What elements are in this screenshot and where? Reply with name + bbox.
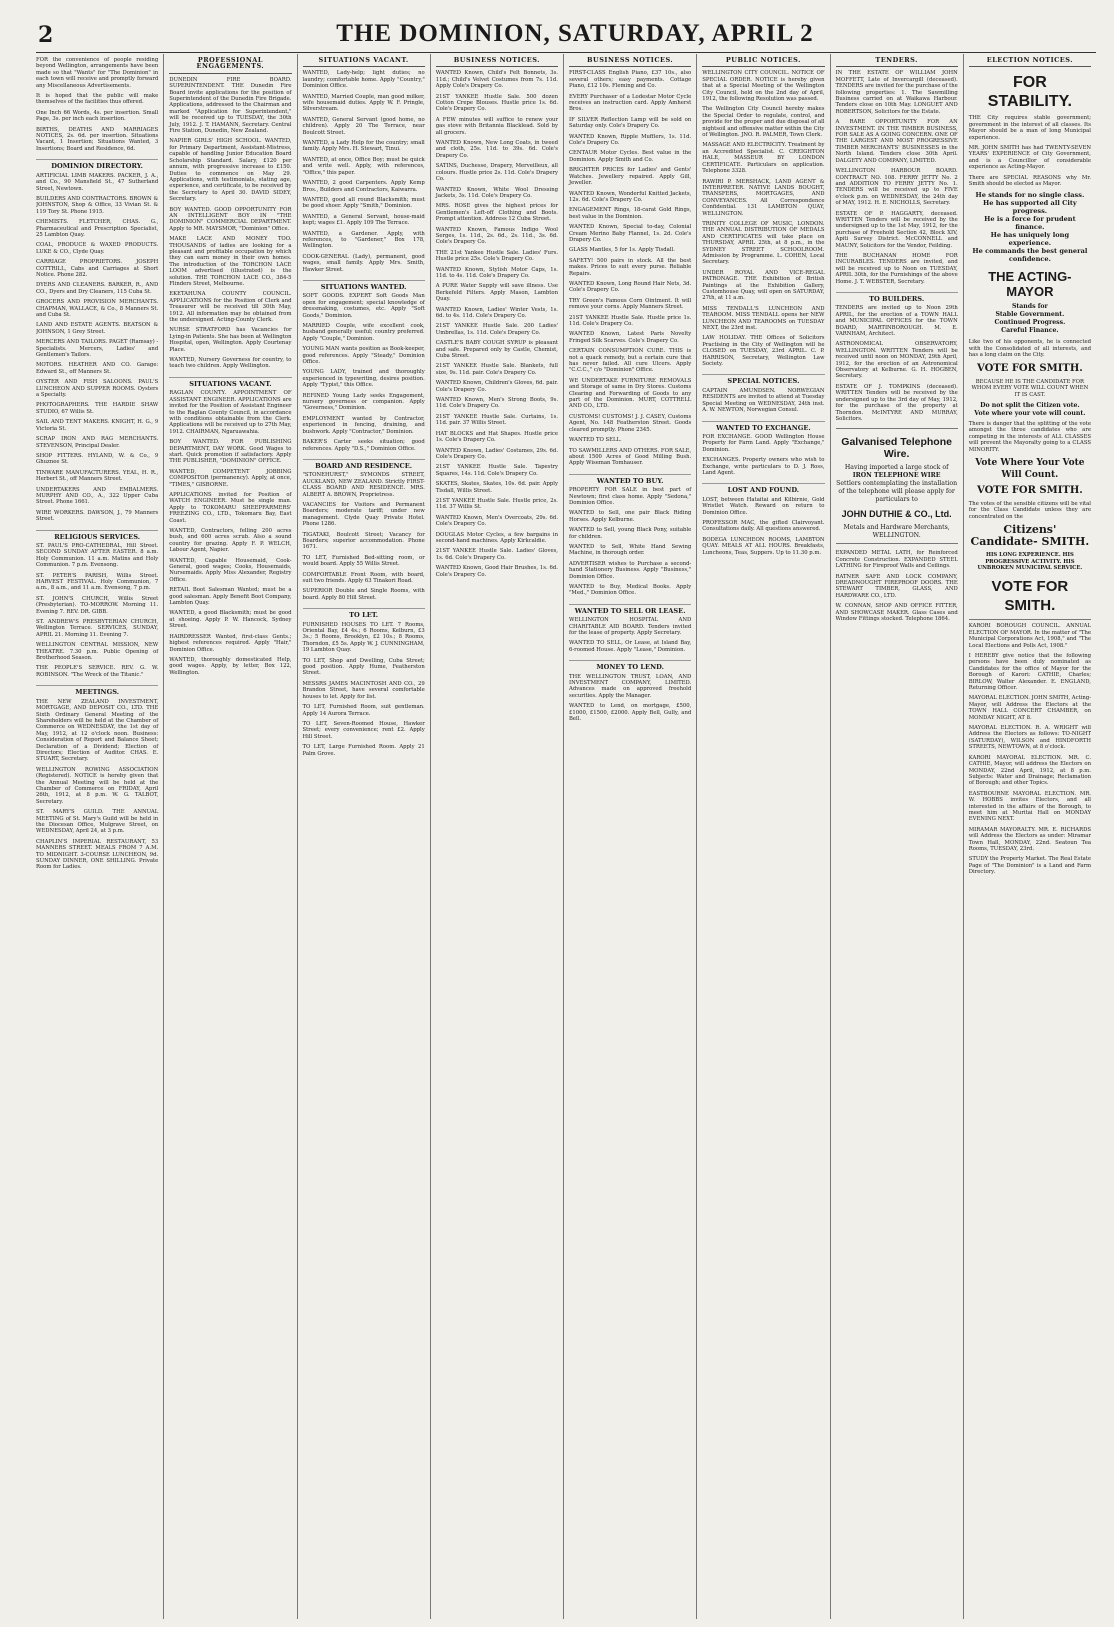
notice-item: MOTORS. HEATHER AND CO. Garage: Edward St., off Manners St. [36,362,159,375]
notice-item: WANTED, good all round Blacksmith; must be good shoer. Apply "Smith," Dominion. [302,196,425,210]
notice-item: TO LET, Seven-Roomed House, Hawker Street; every convenience; rent £2. Apply Hill Street. [302,720,425,740]
ad-line: Having imported a large stock of [844,464,949,472]
notice-item: OYSTER AND FISH SALOONS. PAUL'S LUNCHEON AND SUPPER ROOMS. Oysters a Specialty. [36,379,159,399]
notice-item: EVERY Purchaser of a Lodestar Motor Cycle receives an instruction card. Apply Amherst Bros. [569,93,692,113]
ad-paragraph: THE City requires stable government; government in the interest of all classes. Its Mayor should be a man of long Municipal experience. [968,115,1091,141]
notice-item: WANTED Known, Ladies' Winter Vests, 1s. 6d. to 4s. 11d. Cole's Drapery Co. [435,306,558,319]
section-title: SPECIAL NOTICES. [702,374,824,384]
notice-item: THE BUCHANAN HOME FOR INCURABLES. TENDERS are invited, and will be received up to Noon on TUESDAY, APRIL 30th, for the Furnishings of the above Home. J. T. WEBSTER, Secretary. [835,252,958,285]
election-list [969,619,1091,875]
notice-item: WANTED Known, New Long Coats, in tweed and cloth, 25s. 11d. to 39s. 6d. Cole's Drapery Co. [435,140,558,159]
notice-item: UNDERTAKERS AND EMBALMERS. MURPHY AND CO., A., 322 Upper Cuba Street. Phone 1661. [36,486,159,506]
notice-item: EASTBOURNE MAYORAL ELECTION. MR. W. HOBBS invites Electors, and all interested in the affairs of the Borough, to meet him at Muritai Hall on MONDAY EVENING NEXT. [968,790,1091,823]
notice-item: WANTED TO SELL, Or Lease, at Island Bay, 6-roomed House. Apply "Lease," Dominion. [569,640,692,653]
column-heading: BUSINESS NOTICES. [569,57,691,67]
ad-line: He commands the best general confidence. [972,247,1088,264]
notice-item: TO LET, Large Furnished Room. Apply 21 Palm Grove. [302,744,425,757]
ad-line: IRON TELEPHONE WIRE [852,472,941,480]
notice-item: THE NEW ZEALAND INVESTMENT, MORTGAGE, AND DEPOSIT CO., LTD. THE Sixth Ordinary General Meeting of the Shareholders will be held at the Chamber of Commerce on WEDNESDAY, the 1st day of May, 1912, at 12 o'clock noon. Business: Consideration of Report and Balance Sheet; Declaration of a Dividend; Election of Directors; Election of Auditor. CHAS. E. STUART, Secretary. [36,698,159,763]
notice-item: FIRST-CLASS English Piano, £37 10s., also several others; easy payments. Cottage Piano, £12 10s. Fleming and Co. [569,70,692,90]
notice-item: GROCERS AND PROVISION MERCHANTS. CHAPMAN, WALLACE, & Co., 8 Manners St. and Cuba St. [36,299,159,318]
ad-paragraph: HIS LONG EXPERIENCE. HIS PROGRESSIVE ACTIVITY. HIS UNBROKEN MUNICIPAL SERVICE. [977,552,1083,571]
notice-item: I HEREBY give notice that the following persons have been duly nominated as Candidates for the office of Mayor for the Borough of Karori: CATHIE, Charles; BIRLOW, Walter Alexander. E. ENGLAND, Returning Officer. [968,653,1091,692]
sell-lease-list [569,617,691,653]
notice-item: NURSE STRATFORD has Vacancies for Lying-in Patients. She has been at Wellington Hospital, open, Wellington. Apply Courtenay Place. [169,327,292,353]
column-2 [163,54,296,1619]
notice-item: SUPERIOR Double and Single Rooms, with board. Apply 80 Hill Street. [302,588,425,601]
section-title: MONEY TO LEND. [569,660,691,670]
notice-item: UNDER ROYAL AND VICE-REGAL PATRONAGE. THE Exhibition of British Paintings at the Exhibition Gallery, Customhouse Quay, will open on SATURDAY, 27th, at 11 a.m. [702,269,825,302]
notice-item: IF SILVER Reflection Lamp will be sold on Saturday only. Cole's Drapery Co. [569,116,692,130]
notice-list [36,57,158,152]
notice-item: TIGATAKI, Boulcott Street; Vacancy for Boarders; superior accommodation. Phone 1671. [302,531,425,551]
notice-item: W. CONNAN, SHOP AND OFFICE FITTER, AND SHOWCASE MAKER. Glass Cases and Window Fittings stocked. Telephone 1864. [835,603,958,622]
newspaper-title: THE DOMINION, SATURDAY, APRIL 2 [336,20,814,47]
masthead [0,0,1114,46]
notice-item: WANTED Known, Child's Felt Bonnets, 3s. 11d.; Child's Velvet Costumes from 7s. 11d. Apply Cole's Drapery Co. [435,70,558,90]
to-let-list [303,622,425,757]
notice-item: ST. PAUL'S PRO-CATHEDRAL, Hill Street. SECOND SUNDAY AFTER EASTER. 8 a.m. Holy Communion. 11 a.m. Matins and Holy Communion. 7 p.m. Evensong. [36,542,159,569]
notice-item: KARORI BOROUGH COUNCIL. ANNUAL ELECTION OF MAYOR. In the matter of "The Municipal Corporations Act, 1908," and "The Local Elections and Polls Act, 1908." [968,623,1091,649]
religious-list [36,543,158,678]
notice-item: 21ST YANKEE Hustle Sale. Tapestry Squares, 14s. 11d. Cole's Drapery Co. [435,464,558,477]
notice-item: FURNISHED HOUSES TO LET. 7 Rooms, Oriental Bay, £4 4s.; 6 Rooms, Kelburn, £3 3s.; 5 Rooms, Brooklyn, £2 10s.; 8 Rooms, Thorndon, £5 5s. Apply W. J. CUNNINGHAM, 19 Lambton Quay. [302,621,425,654]
ad-paragraph: BECAUSE HE IS THE CANDIDATE FOR WHOM EVERY VOTE WILL COUNT WHEN IT IS CAST. [971,378,1089,398]
ad-line: Settlers contemplating the installation of the telephone will please apply for particulars to [836,480,958,504]
notice-item: EMPLOYMENT wanted by Contractor, experienced in fencing, draining, and bushwork. Apply "Contractor," Dominion. [302,415,425,435]
notice-item: CAPTAIN AMUNDSEN. NORWEGIAN RESIDENTS are invited to attend at Tuesday Special Meeting on WEDNESDAY, 24th inst. A. W. NEWTON, Norwegian Consul. [702,387,825,414]
notice-item: WANTED, a Gardener. Apply, with references, to "Gardener," Box 178, Wellington. [302,230,425,250]
notice-item: DUNEDIN FIRE BOARD. SUPERINTENDENT. THE Dunedin Fire Board invite applications for the position of Superintendent of the Dunedin Fire Brigade. Applications, addressed to the Chairman and marked "Application for Superintendent," will be received up to TUESDAY, the 30th July, 1912. J. T. HAMANN, Secretary. Central Fire Station, Dunedin, New Zealand. [169,76,292,135]
notice-item: WANTED Known, Latest Paris Novelty Fringed Silk Scarves. Cole's Drapery Co. [569,331,692,344]
ad-line: He is a force for prudent finance. [984,215,1076,232]
notice-item: WANTED, Capable Housemaid, Cook-General, good wages; Cooks, Housemaids, Nursemaids. Apply Miss Alexander, Registry Office. [169,557,292,583]
notice-item: TINWARE MANUFACTURERS. YEAL, H. R., Herbert St., off Manners Street. [36,469,159,483]
section-title: WANTED TO SELL OR LEASE. [569,604,691,614]
business-list [569,70,691,466]
notice-item: ENGAGEMENT Rings, 18-carat Gold Rings, best value in the Dominion. [569,207,692,220]
notice-item: APPLICATIONS invited for Position of WATCH ENGINEER. Must be single man. Apply to TOKOMARU SHEEPFARMERS' FREEZING CO., LTD., Tokomaru Bay, East Coast. [169,491,292,524]
section-title: MEETINGS. [36,685,158,695]
notice-item: FOR EXCHANGE. GOOD Wellington House Property for Farm Land. Apply "Exchange," Dominion. [702,433,825,453]
column-heading: PROFESSIONAL ENGAGEMENTS. [169,57,291,74]
situations-wanted-list [303,293,425,452]
section-title: RELIGIOUS SERVICES. [36,530,158,540]
column-3 [297,54,430,1619]
ad-vote: Vote Where Your Vote Will Count. [975,457,1085,480]
section-title: SITUATIONS VACANT. [169,377,291,387]
notice-item: ESTATE OF J. TOMPKINS (deceased). WRITTEN Tenders will be received by the undersigned up to the 3rd day of May, 1912, for the purchase of the property at Thorndon. McINTYRE AND MURRAY, Solicitors. [835,383,958,422]
engagements-list [169,77,291,370]
meetings-list [36,699,158,871]
notice-item: TO SAWMILLERS AND OTHERS. FOR SALE, about 1500 Acres of Good Milling Bush. Apply Wiseman Tomhauser. [569,447,692,467]
special-notices-list [702,388,824,414]
notice-item: SOFT GOODS. EXPERT Soft Goods Man open for engagement; special knowledge of dressmaking, costumes, etc. Apply "Soft Goods," Dominion. [302,293,425,319]
notice-item: RAGLAN COUNTY. APPOINTMENT OF ASSISTANT ENGINEER. APPLICATIONS are invited for the Position of Assistant Engineer to the Raglan County Council, in accordance with conditions obtainable from the Clerk. Applications will be received up to 27th May, 1912. CHAIRMAN, Ngaruawahia. [169,390,292,435]
notice-item: LOST, between Hataitai and Kilbirnie, Gold Wristlet Watch. Reward on return to Dominion Office. [702,496,825,516]
money-list [569,674,691,723]
notice-item: WANTED to Sell, White Hand Sewing Machine, in thorough order. [569,543,692,557]
notice-item: CERTAIN CONSUMPTION CURE. THIS is not a quack remedy, but a certain cure that has never failed. All cure Ulcers. Apply "C.C.C.," c/o "Dominion" Office. [569,348,692,374]
section-title: WANTED TO EXCHANGE. [702,421,824,431]
column-8 [963,54,1096,1619]
notice-item: VACANCIES for Visitors and Permanent Boarders; moderate tariff; under new management. Clyde Quay Private Hotel. Phone 1286. [302,501,425,528]
column-heading: PUBLIC NOTICES. [702,57,824,67]
notice-item: WIRE WORKERS. DAWSON, J., 79 Manners Street. [36,509,159,523]
notice-item: WANTED to Buy, Medical Books. Apply "Med.," Dominion Office. [569,584,692,597]
notice-item: HAT BLOCKS and Hat Shapes. Hustle price 1s. Cole's Drapery Co. [435,430,558,444]
notice-item: A PURE Water Supply will save illness. Use Berkefeld Filters. Apply Mason, Lambton Quay. [435,283,558,303]
notice-item: BODEGA LUNCHEON ROOMS, LAMBTON QUAY. MEALS AT ALL HOURS. Breakfasts, Luncheons, Teas, Suppers. Up to 11.30 p.m. [702,536,825,556]
notice-item: BUILDERS AND CONTRACTORS. BROWN & JOHNSTON, Shop & Office, 33 Vivian St. & 119 Tory St. Phone 1915. [36,195,159,215]
notice-item: WELLINGTON ROWING ASSOCIATION (Registered). NOTICE is hereby given that the Annual Meeting will be held at the Chamber of Commerce on FRIDAY, April 26th, 1912, at 8 p.m. W. G. TALBOT, Secretary. [36,766,159,805]
telephone-wire-ad [836,428,958,544]
ad-vote: VOTE FOR SMITH. [976,484,1083,496]
notice-item: The Wellington City Council hereby makes the Special Order to regulate, control, and provide for the proper and due disposal of all nightsoil and offensive matter within the City of Wellington. JNO. R. PALMER, Town Clerk. [702,106,825,139]
ad-line: Careful Finance. [1001,327,1059,335]
section-title: WANTED TO BUY. [569,474,691,484]
ad-paragraph: MR. JOHN SMITH has had TWENTY-SEVEN YEARS' EXPERIENCE of City Government, and is a Councillor of considerable experience as Acting-Mayor. [968,145,1091,171]
wanted-buy-list [569,487,691,597]
notice-item: IN THE ESTATE OF WILLIAM JOHN MOFFETT, Late of Invercargill (deceased). TENDERS are invited for the purchase of the following properties: 1. The Sawmilling Business carried on at Waikawa Harbour. Tenders close on 10th May. LONGUET AND ROBERTSON, Solicitors for the Estate. [835,70,958,115]
notice-item: WANTED Known, Good Hair Brushes, 1s. 6d. Cole's Drapery Co. [435,565,558,578]
notice-item: ST. PETER'S PARISH, Willis Street. HARVEST FESTIVAL. Holy Communion, 7 a.m., 8 a.m., and 11 a.m. Evensong, 7 p.m. [36,572,159,592]
notice-item: 21ST YANKEE Hustle Sale. 500 dozen Cotton Crepe Blouses. Hustle price 1s. 6d. Cole's Drapery Co. [435,93,558,113]
notice-item: MRS. ROSE gives the highest prices for Gentlemen's Left-off Clothing and Boots. Prompt attention. Address 12 Cuba Street. [435,203,558,223]
section-title: LOST AND FOUND. [702,483,824,493]
notice-item: ST. MARY'S GUILD. THE ANNUAL MEETING of St. Mary's Guild will be held in the Diocesan Office, Mulgrave Street, on WEDNESDAY, April 24, at 3 p.m. [36,809,159,835]
notice-item: 21ST YANKEE Hustle Sale. Hustle price, 2s. 11d. 37 Willis St. [435,497,558,511]
notice-item: TO LET, Furnished Bed-sitting room, or would board. Apply 55 Willis Street. [302,554,425,568]
hardware-list [836,550,958,622]
notice-item: MAKE LACE AND MONEY TOO. THOUSANDS of ladies are looking for a pleasant and profitable occupation by which they can earn money in their own homes. The introduction of the TORCHON LACE LOOM advertised (illustrated) is the solution. THE TORCHON LACE CO., 384-5 Flinders Street, Melbourne. [169,236,292,287]
lost-found-list [702,497,824,556]
ad-line: Metals and Hardware Merchants, WELLINGTON. [843,524,950,540]
notice-item: SAFETY! 500 pairs in stock. All the best makes. Prices to suit every purse. Reliable Repairs. [569,257,692,277]
notice-item: WELLINGTON HARBOUR BOARD. CONTRACT NO. 108. FERRY JETTY No. 2 and ADDITION TO FERRY JETTY No. 1. TENDERS will be received up to FIVE o'clock p.m. on WEDNESDAY, the 24th day of MAY, 1912. H. E. NICHOLLS, Secretary. [835,168,958,207]
notice-item: WANTED Known, Men's Overcoats, 29s. 6d. Cole's Drapery Co. [435,514,558,528]
business-list [436,70,558,578]
notice-item: GLASS Mantles, 5 for 1s. Apply Tisdall. [569,247,675,254]
ad-line: Stands for [1011,303,1048,311]
notice-item: TENDERS are invited up to Noon 29th APRIL, for the erection of a TOWN HALL and MUNICIPAL OFFICES for the TOWN BOARD, MARTINBOROUGH. M. E. VARNHAM, Architect. [835,305,958,338]
ad-candidate: Citizens' Candidate- SMITH. [970,523,1090,549]
notice-item: COAL, PRODUCE & WAXED PRODUCTS. LUKE & CO., Clyde Quay. [36,242,159,255]
notice-item: WANTED, Nursery Governess for country, to teach two children. Apply Wellington. [169,357,292,370]
notice-item: REFINED Young Lady seeks Engagement, nursery governess or companion. Apply "Governess," Dominion. [302,392,425,412]
column-4 [430,54,563,1619]
ad-company: JOHN DUTHIE & CO., Ltd. [841,509,952,520]
notice-item: TRINITY COLLEGE OF MUSIC, LONDON. THE ANNUAL DISTRIBUTION OF MEDALS AND CERTIFICATES will take place on THURSDAY, APRIL 25th, at 8 p.m., in the SYDNEY STREET SCHOOLROOM. Admission by Programme. L. COHEN, Local Secretary. [702,220,825,266]
notice-item: CUSTOMS! CUSTOMS! J. J. CASEY, Customs Agent, No. 148 Featherston Street. Goods cleared promptly. Phone 2345. [569,413,692,433]
notice-item: THE 21st Yankee Hustle Sale. Ladies' Furs. Hustle price 25s. Cole's Drapery Co. [435,249,558,263]
situations-list [169,390,291,676]
section-title: SITUATIONS WANTED. [303,280,425,290]
ad-line: Vote where your vote will count. [974,409,1086,417]
notice-item: CHAPLIN'S IMPERIAL RESTAURANT, 53 MANNERS STREET. MEALS FROM 7 A.M. TO MIDNIGHT. 3-COURSE LUNCHEON, 9d. SUNDAY DINNER, ONE SHILLING. Private Room for Ladies. [36,838,159,871]
notice-item: WANTED Known, White Wool Dressing Jackets, 3s. 11d. Cole's Drapery Co. [435,186,558,199]
notice-item: WELLINGTON CITY COUNCIL. NOTICE OF SPECIAL ORDER. NOTICE is hereby given that at a Special Meeting of the Wellington City Council, held on the 2nd day of April, 1912, the following Resolution was passed. [702,70,825,103]
notice-item: RAWIRI P. MERSHACK, LAND AGENT & INTERPRETER. NATIVE LANDS BOUGHT, TRANSFERS, MORTGAGES, AND CONVEYANCES. All Correspondence Confidential. 131 LAMBTON QUAY, WELLINGTON. [702,178,825,217]
notice-item: WE UNDERTAKE FURNITURE REMOVALS and Storage of same in Dry Stores. Customs Clearing and Forwarding of Goods to any part of the Dominion. MURT, COTTRELL AND CO., LTD. [569,377,692,410]
notice-item: EXPANDED METAL LATH, for Reinforced Concrete Construction. EXPANDED STEEL LATHING for Fireproof Walls and Ceilings. [835,550,958,570]
columns [36,54,1096,1619]
exchange-list [702,434,824,476]
notice-item: 21ST YANKEE Hustle Sale. Ladies' Gloves, 1s. 6d. Cole's Drapery Co. [435,548,558,561]
ad-paragraph: There is danger that the splitting of the vote amongst the three candidates who are competing in the interests of ALL CLASSES will prevent the Mayoralty going to a CLASS MINORITY. [968,420,1091,453]
notice-item: TRY Green's Famous Corn Ointment. It will remove your corns. Apply Manners Street. [569,297,692,311]
notice-item: WANTED, a good Blacksmith; must be good at shoeing. Apply P. W. Hancock, Sydney Street. [169,610,292,630]
notice-item: ST. ANDREW'S PRESBYTERIAN CHURCH, Wellington Terrace. SERVICES, SUNDAY, APRIL 21. Morning 11. Evening 7. [36,619,159,638]
ad-title: Galvanised Telephone Wire. [841,436,952,461]
notice-item: "STONEHURST," SYMONDS STREET, AUCKLAND, NEW ZEALAND. Strictly FIRST-CLASS BOARD AND RESIDENCE. MRS. ALBERT A. BROWN, Proprietress. [302,472,425,498]
ad-line: He has supported all City progress. [983,199,1077,216]
notice-item: ASTRONOMICAL OBSERVATORY, WELLINGTON. WRITTEN Tenders will be received until noon on MONDAY, 29th April, 1912, for the erection of an Astronomical Observatory at Kelburne. G. H. HOGBEN, Secretary. [835,341,958,380]
notice-item: MAYORAL ELECTION. R. A. WRIGHT will Address the Electors as follows: TO-NIGHT (SATURDAY), WILSON and HINDFORTH STREETS, NEWTOWN, at 8 o'clock. [968,725,1091,751]
ad-headline: FOR STABILITY. [987,74,1072,111]
notice-item: TO LET, Shop and Dwelling, Cuba Street; good position. Apply Hume, Featherston Street. [302,657,425,677]
column-7 [830,54,963,1619]
notice-item: SATINS, Duchesse, Drapery, Merveilleux, all colours. Hustle price 2s. 11d. Cole's Drapery Co. [435,163,558,183]
ad-vote: VOTE FOR SMITH. [991,578,1069,615]
board-list [303,472,425,601]
notice-item: WANTED, a General Servant, house-maid kept; wages £1. Apply 109 The Terrace. [302,213,425,227]
notice-item: It is hoped that the public will make themselves of the facilities thus offered. [36,93,159,106]
notice-item: WANTED, at once, Office Boy; must be quick and write well. Apply, with references, "Office," this paper. [302,156,425,176]
notice-item: THE WELLINGTON TRUST, LOAN, AND INVESTMENT COMPANY, LIMITED. Advances made on approved freehold securities. Apply the Manager. [569,673,692,699]
ad-headline: THE ACTING-MAYOR [988,269,1072,300]
notice-item: PROPERTY FOR SALE in best part of Newtown; first class home. Apply "Sedona," Dominion Office. [569,487,692,506]
column-heading: BUSINESS NOTICES. [436,57,558,67]
notice-item: TO LET, Furnished Room, suit gentleman. Apply 14 Aurora Terrace. [302,704,425,717]
notice-item: A FEW minutes will suffice to renew your gas stove with Britannia Blacklead. Sold by all grocers. [435,116,558,136]
notice-item: FOR the convenience of people residing beyond Wellington, arrangements have been made so that "Wants" for "The Dominion" in each town will receive and promptly forward any Miscellaneous Advertisements. [36,57,159,89]
masthead-rule [36,52,1096,53]
notice-item: COOK-GENERAL (Lady), permanent, good wages, small family. Apply Mrs. Smith, Hawker Street. [302,253,425,273]
notice-item: DOUGLAS Motor Cycles, a few bargains in second-hand machines. Apply Kirkcaldie. [435,531,558,544]
notice-item: BIRTHS, DEATHS AND MARRIAGES NOTICES, 2s. 6d. per insertion. Situations Vacant, 1 Insertion; Situations Wanted, 3 Insertions; Board and Residence, 6d. [36,126,159,152]
column-heading: ELECTION NOTICES. [969,57,1091,67]
column-1 [36,54,163,1619]
notice-item: 21ST YANKEE Hustle Sale. Hustle price 1s. 11d. Cole's Drapery Co. [569,314,692,327]
notice-item: WANTED Known, Long Round Hair Nets, 3d. Cole's Drapery Co. [569,280,692,294]
notice-item: WANTED Known, Special to-day, Colonial Cream Merino Baby Flannel, 1s. 2d. Cole's Drapery Co. [569,224,692,243]
builders-list [836,305,958,422]
notice-item: WANTED, COMPETENT JOBBING COMPOSITOR (permanency). Apply, at once, "TIMES," GISBORNE. [169,468,292,488]
notice-item: WANTED Known, Men's Strong Boots, 9s. 11d. Cole's Drapery Co. [435,397,558,410]
notice-item: RATNER SAFE AND LOCK COMPANY, DREADNOUGHT FIREPROOF DOORS. THE STEWART TIMBER, GLASS, AND HARDWARE CO., LTD. [835,573,958,599]
notice-item: WANTED Known, Famous Indigo Wool Serges, 1s. 11d., 2s. 6d., 2s. 11d., 3s. 6d. Cole's Drapery Co. [435,226,558,246]
notice-item: CHEMISTS. FLETCHER, CHAS. G., Pharmaceutical and Prescription Specialist, 25 Lambton Quay. [36,219,159,238]
page-number: 2 [38,22,54,48]
column-5 [563,54,696,1619]
notice-item: BOY WANTED. FOR PUBLISHING DEPARTMENT, DAY WORK. Good Wages to start. Quick promotion if satisfactory. Apply THE PUBLISHER, "DOMINION" OFFICE. [169,439,292,465]
situations-vacant-list [303,70,425,273]
notice-item: WANTED, General Servant (good home, no children). Apply 20 The Terrace, near Boulcott Street. [302,116,425,136]
notice-item: RETAIL Boot Salesman Wanted; must be a good salesman. Apply Benefit Boot Company, Lambton Quay. [169,587,292,607]
public-notices-list [702,70,824,367]
notice-item: WANTED Known, Ladies' Costumes, 29s. 6d. Cole's Drapery Co. [435,447,558,460]
notice-item: HAIRDRESSER Wanted, first-class Gents.; highest references required. Apply "Hair," Dominion Office. [169,633,292,653]
ad-line: Continued Progress. [994,319,1066,327]
notice-item: BAKER'S Carter seeks situation; good references. Apply "D.S.," Dominion Office. [302,439,425,452]
notice-item: WANTED Known, Children's Gloves, 6d. pair. Cole's Drapery Co. [435,380,558,393]
notice-item: WANTED TO SELL. [569,437,622,444]
ad-paragraph: Like two of his opponents, he is connected with the Consolidated of all interests, and has a long claim on the City. [968,339,1091,359]
notice-item: WANTED, thoroughly domesticated Help, good wages. Apply, by letter, Box 122, Wellington. [169,656,292,676]
notice-item: MAYORAL ELECTION. JOHN SMITH, Acting-Mayor, will Address the Electors at the TOWN HALL CONCERT CHAMBER, on MONDAY NIGHT, AT 8. [968,695,1091,721]
ad-vote: VOTE FOR SMITH. [976,362,1083,374]
notice-item: MIRAMAR MAYORALTY. MR. E. RICHARDS will Address the Electors as under: Miramar Town Hall, MONDAY, 22nd. Seatoun Tea Rooms, TUESDAY, 23rd. [968,826,1091,852]
notice-item: WANTED, Lady-help; light duties; no laundry; comfortable home. Apply "Country," Dominion Office. [302,70,425,90]
notice-item: WELLINGTON CENTRAL MISSION, NEW THEATRE. 7.30 p.m. Public Opening of Brotherhood Season. [36,642,159,662]
notice-item: LAND AND ESTATE AGENTS. BEATSON & JOHNSON, 1 Grey Street. [36,322,159,335]
notice-item: WANTED, Married Couple, man good milker, wife housemaid duties. Apply W. F. Pringle, Silverstream. [302,93,425,113]
section-title: TO LET. [303,608,425,618]
notice-item: MASSAGE AND ELECTRICITY. Treatment by an Accredited Specialist. C. CREIGHTON HALE, MASSEUR BY LONDON CERTIFICATE. Particulars on application. Telephone 3328. [702,142,825,175]
notice-item: BRIGHTER PRICES for Ladies' and Gents' Watches. Jewellery repaired. Apply Gill, Jeweller. [569,167,692,187]
notice-item: YOUNG LADY, trained and thoroughly experienced in typewriting, desires position. Apply "Typist," this Office. [302,369,425,389]
notice-item: CENTAUR Motor Cycles. Best value in the Dominion. Apply Smith and Co. [569,150,692,163]
notice-item: MERCERS AND TAILORS. PAGET (Ramsay) - Specialists. Mercers, Ladies' and Gentlemen's Tailors. [36,339,159,359]
notice-item: PHOTOGRAPHERS. THE HARDIE SHAW STUDIO, 67 Willis St. [36,402,159,415]
notice-item: ARTIFICIAL LIMB MAKERS. PACKER, J. A., and Co., 90 Mansfield St., 47 Sutherland Street, Newtown. [36,172,159,192]
notice-item: CASTLE'S BABY COUGH SYRUP is pleasant and safe. Prepared only by Castle, Chemist, Cuba Street. [435,340,558,360]
ad-line: He stands for no single class. [975,191,1085,200]
notice-item: A RARE OPPORTUNITY FOR AN INVESTMENT. IN THE TIMBER BUSINESS, FOR SALE AS A GOING CONCERN. ONE OF THE LARGEST AND MOST PROGRESSIVE TIMBER MERCHANTS' BUSINESSES in the North Island. Tenders close 30th April. DALGETY AND COMPANY, LIMITED. [835,119,958,164]
column-6 [696,54,829,1619]
notice-item: WANTED, a Lady Help for the country; small family. Apply Mrs. H. Stewart, Tinui. [302,140,425,153]
notice-item: CARRIAGE PROPRIETORS. JOSEPH COTTRILL, Cabs and Carriages at Short Notice. Phone 282. [36,259,159,278]
notice-item: WANTED Known, Wonderful Knitted Jackets, 12s. 6d. Cole's Drapery Co. [569,190,692,203]
notice-item: PROFESSOR MAC, the gifted Clairvoyant. Consultations daily. All questions answered. [702,519,825,533]
notice-item: WANTED to Sell, young Black Pony, suitable for children. [569,527,692,540]
notice-item: BOY WANTED. GOOD OPPORTUNITY FOR AN INTELLIGENT BOY IN "THE DOMINION" COMMERCIAL DEPARTMENT. Apply to MR. MAYSMOR, "Dominion" Office. [169,206,292,232]
column-heading: TENDERS. [836,57,958,67]
notice-item: ST. JOHN'S CHURCH, Willis Street (Presbyterian). TO-MORROW. Morning 11. Evening 7. REV. DR. GIBB. [36,595,159,615]
ad-line: Do not split the Citizen vote. [980,401,1080,409]
column-heading: SITUATIONS VACANT. [303,57,425,67]
notice-item: NAPIER GIRLS' HIGH SCHOOL. WANTED, for Primary Department, Assistant-Mistress, capable of handling Junior Education Board Scholarship Standard. Salary, £120 per annum, with progressive increase to £150. Duties to commence on May 29. Applications, with testimonials, stating age, experience, and certificate, to be received by the Secretary to April 30. DAVID SIDEY, Secretary. [169,138,292,203]
notice-item: EXCHANGES. Property owners who wish to Exchange, write particulars to D. J. Ross, Land Agent. [702,457,825,476]
section-title: DOMINION DIRECTORY. [36,159,158,169]
notice-item: ESTATE OF P. HAGGARTY, deceased. WRITTEN Tenders will be received by the undersigned up to the 1st May, 1912, for the purchase of Freehold Section 42, Block XIV, Apiti Survey District. McCONNELL and MAUNY, Solicitors for the Vendor, Feilding. [835,210,958,249]
notice-item: DYERS AND CLEANERS. BARKER, R., AND CO., Dyers and Dry Cleaners, 115 Cuba St. [36,282,159,295]
notice-item: THE PEOPLE'S SERVICE. REV. G. W. ROBINSON. "The Wreck of the Titanic." [36,665,159,678]
notice-item: 21ST YANKEE Hustle Sale. 200 Ladies' Umbrellas, 1s. 11d. Cole's Drapery Co. [435,323,558,336]
notice-item: One Inch 66 Words, 4s. per insertion. Small Page, 3s. per inch each insertion. [36,109,159,123]
notice-item: WANTED Known, Stylish Motor Caps, 1s. 11d. to 4s. 11d. Cole's Drapery Co. [435,266,558,279]
notice-item: WANTED Known, Ripple Mufflers, 1s. 11d. Cole's Drapery Co. [569,133,692,147]
ad-line: He has uniquely long experience. [990,231,1070,248]
notice-item: WELLINGTON HOSPITAL AND CHARITABLE AID BOARD. Tenders invited for the lease of property. Apply Secretary. [569,617,692,637]
notice-item: KARORI MAYORAL ELECTION. MR. C. CATHIE, Mayor, will address the Electors on MONDAY, 22nd April, 1912, at 8 p.m. Subjects: Water and Drainage; Reclamation of Borough; and other Topics. [968,754,1091,787]
ad-paragraph: The votes of the sensible citizens will be vital for the Class Candidate unless they are concentrated on the [968,500,1091,520]
notice-item: SKATES, Skates, Skates, 10s. 6d. pair. Apply Tisdall, Willis Street. [435,481,558,494]
notice-item: EKETAHUNA COUNTY COUNCIL. APPLICATIONS for the Position of Clerk and Treasurer will be received till 30th May, 1912. All information may be obtained from the undersigned. Acting-County Clerk. [169,291,292,324]
notice-item: SCRAP IRON AND RAG MERCHANTS. STEVENSON, Principal Dealer. [36,436,159,449]
notice-item: SAIL AND TENT MAKERS. KNIGHT, H. G., 9 Victoria St. [36,419,159,432]
notice-item: LAW HOLIDAY. THE Offices of Solicitors Practising in the City of Wellington will be CLOSED on TUESDAY, 23rd APRIL. C. P. HARRISON, Secretary, Wellington Law Society. [702,335,825,368]
notice-item: MESSRS JAMES MACINTOSH AND CO., 29 Brandon Street, have several comfortable houses to let. Apply for list. [302,680,425,700]
tenders-list [836,70,958,285]
notice-item: MARRIED Couple, wife excellent cook, husband generally useful; country preferred. Apply "Couple," Dominion. [302,323,425,342]
notice-item: ADVERTISER wishes to Purchase a second-hand Stationery Business. Apply "Business," Dominion Office. [569,560,692,580]
notice-item: WANTED to Sell, one pair Black Riding Horses. Apply Kelburne. [569,510,692,523]
notice-item: STUDY the Property Market. The Real Estate Page of "The Dominion" is a Land and Farm Directory. [968,856,1091,876]
section-title: TO BUILDERS. [836,292,958,302]
notice-item: COMFORTABLE Front Room, with board, suit two friends. Apply 63 Tinakori Road. [302,571,425,584]
section-title: BOARD AND RESIDENCE. [303,459,425,469]
ad-paragraph: There are SPECIAL REASONS why Mr. Smith should be elected as Mayor. [968,174,1091,188]
notice-item: WANTED to Lend, on mortgage, £500, £1000, £1500, £2000. Apply Bell, Gully, and Bell. [569,703,692,723]
notice-item: YOUNG MAN wants position as Book-keeper, good references. Apply "Steady," Dominion Office. [302,346,425,366]
notice-item: 21ST YANKEE Hustle Sale. Curtains, 1s. 11d. pair. 37 Willis Street. [435,413,558,427]
notice-item: SHOP FITTERS. HYLAND, W. & Co., 9 Ghuznee St. [36,452,159,466]
notice-item: MISS TENDALL'S LUNCHEON AND TEAROOM. MISS TENDALL opens her NEW LUNCHEON AND TEAROOMS on TUESDAY NEXT, the 23rd inst. [702,305,825,332]
notice-item: WANTED, 2 good Carpenters. Apply Kemp Bros., Builders and Contractors, Kaiwarra. [302,180,425,193]
ad-line: Stable Government. [995,311,1065,319]
directory-list [36,173,158,523]
notice-item: 21ST YANKEE Hustle Sale. Blankets, full size, 9s. 11d. pair. Cole's Drapery Co. [435,363,558,376]
notice-item: WANTED, Contractors, felling 200 acres bush, and 600 acres scrub. Also a sound country for grazing. Apply F. P. WELCH, Labour Agent, Napier. [169,528,292,554]
